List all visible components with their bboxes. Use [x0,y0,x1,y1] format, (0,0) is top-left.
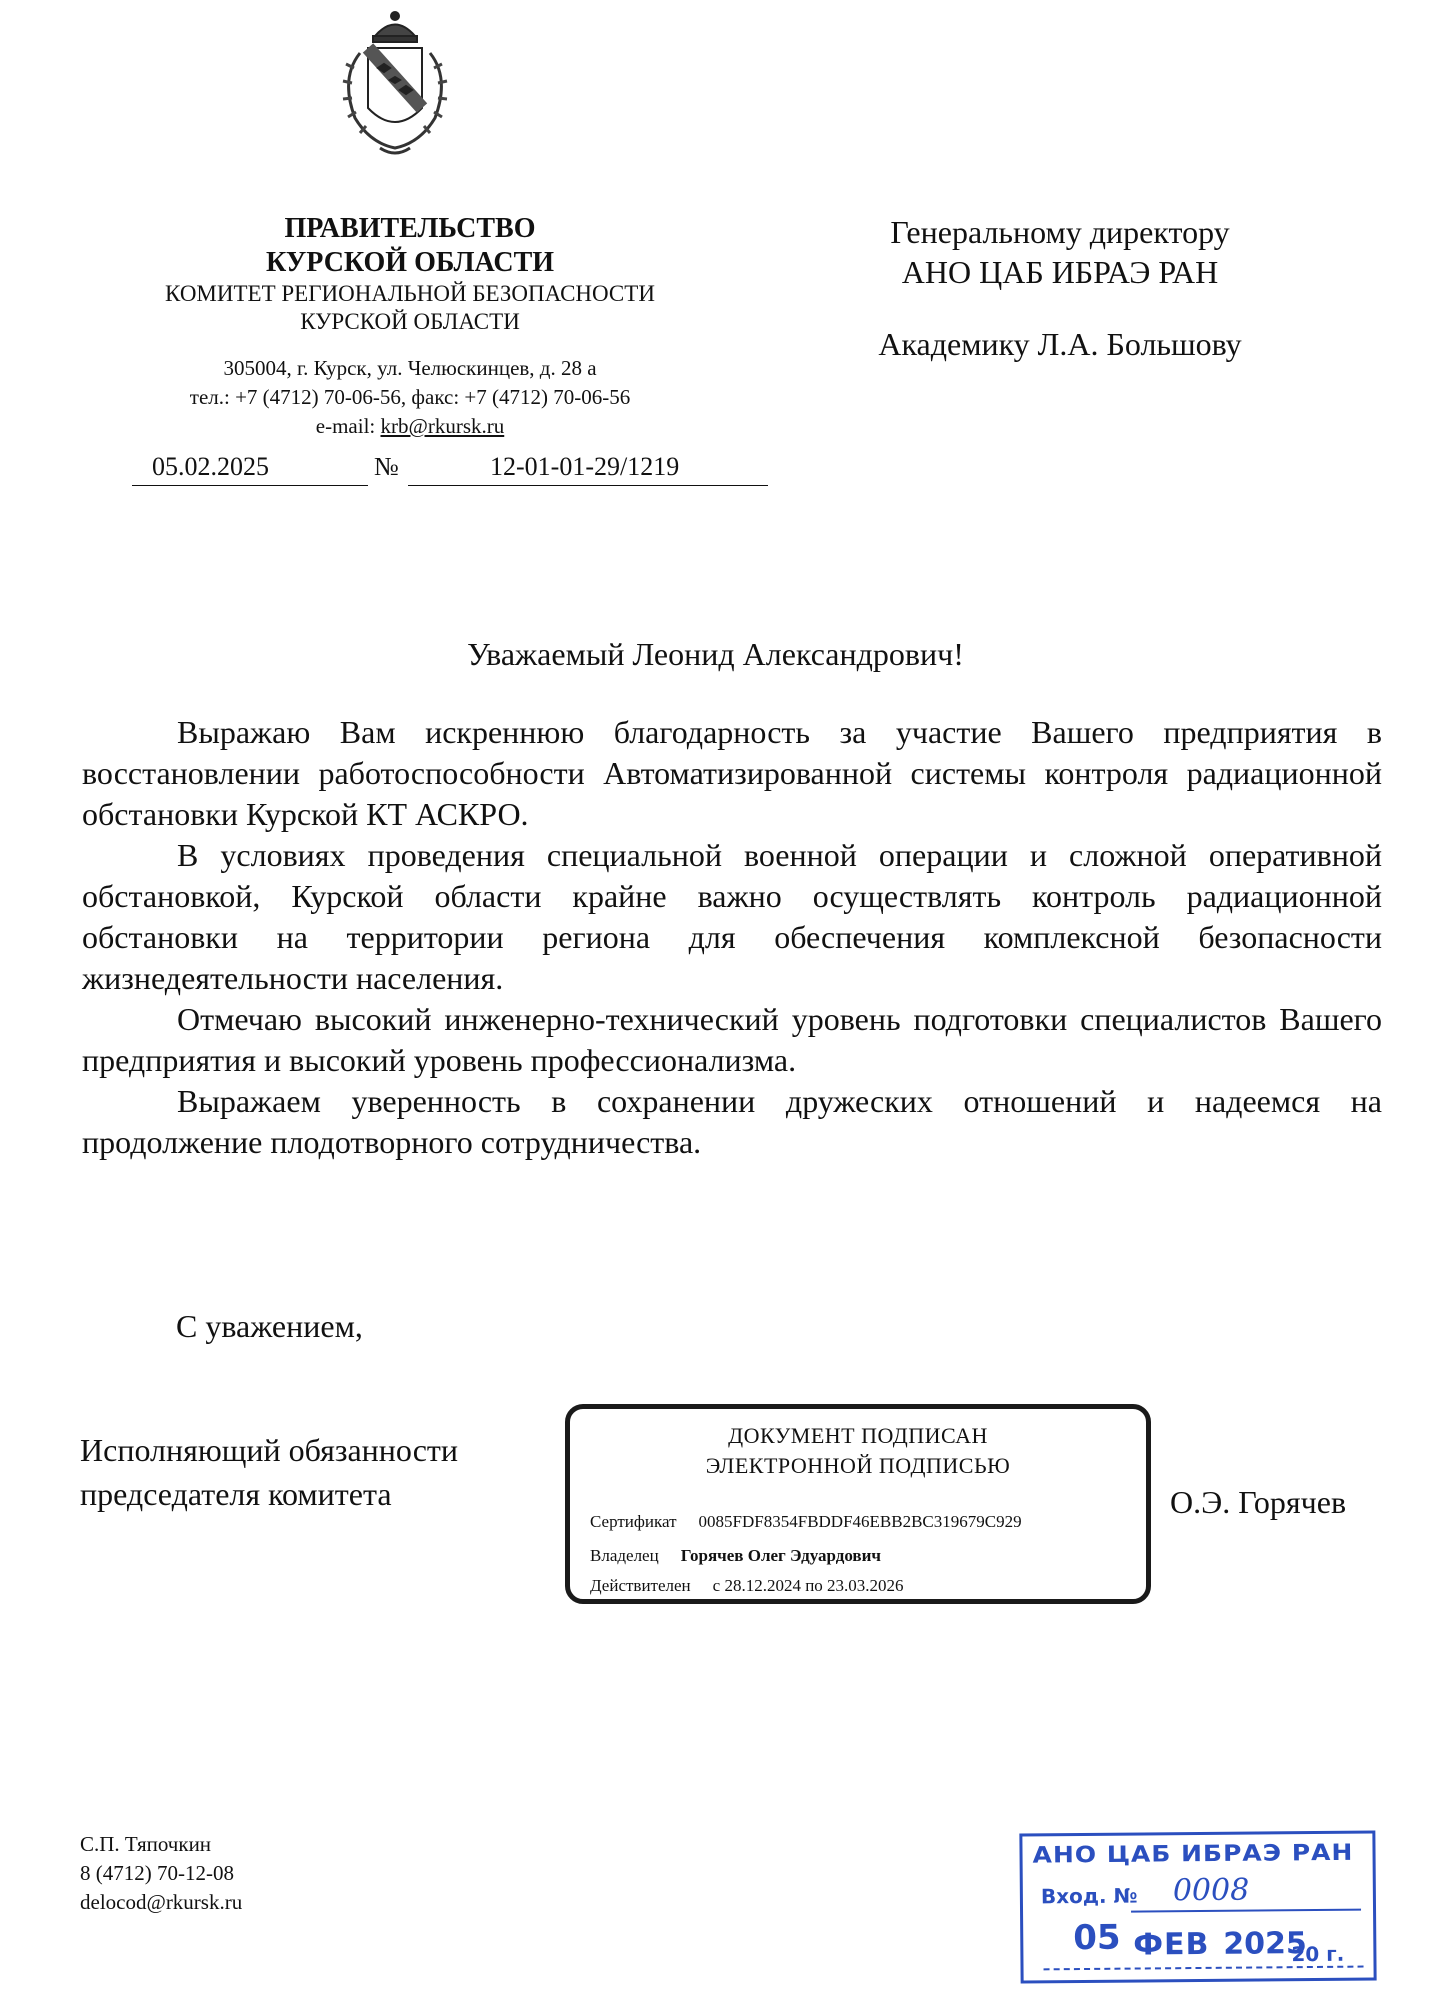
sender-phone: тел.: +7 (4712) 70-06-56, факс: +7 (4712) 70-06-56 [189,385,631,409]
coat-of-arms-icon [330,8,460,163]
executor-email: delocod@rkursk.ru [80,1890,243,1914]
signer-position-line2: председателя комитета [80,1476,392,1512]
certificate-value: 0085FDF8354FBDDF46EBB2BC319679C929 [698,1512,1022,1531]
date-underline [132,485,368,486]
paragraph: Выражаем уверенность в сохранении дружеских отношений и надеемся на продолжение плодотворного сотрудничества. [82,1083,1382,1160]
paragraph: Отмечаю высокий инженерно-технический уровень подготовки специалистов Вашего предприятия и высокий уровень профессионализма. [82,1001,1382,1078]
sender-email-link[interactable]: krb@rkursk.ru [380,414,505,438]
owner-value: Горячев Олег Эдуардович [680,1546,881,1565]
email-label: e-mail: [315,414,381,438]
stamp-number-line [1131,1909,1361,1913]
executor-name: С.П. Тяпочкин [80,1832,212,1856]
signer-position [80,1428,458,1516]
registration-number-sign: № [374,452,399,481]
registration-date: 05.02.2025 [152,452,269,481]
esign-header-line1: ДОКУМЕНТ ПОДПИСАН [728,1423,988,1448]
recipient-block [830,212,1290,364]
registration-number: 12-01-01-29/1219 [490,452,680,481]
stamp-incoming-number: 0008 [1172,1872,1250,1909]
stamp-month: ФЕВ [1133,1926,1210,1963]
government-title: ПРАВИТЕЛЬСТВО [284,213,536,244]
recipient-position: Генеральному директору [890,214,1230,250]
number-underline [408,485,768,486]
sender-address: 305004, г. Курск, ул. Челюскинцев, д. 28 а [223,356,597,380]
committee-region: КУРСКОЙ ОБЛАСТИ [300,309,520,334]
electronic-signature-box [565,1404,1151,1604]
esign-certificate-row [590,1512,1022,1532]
executor-block [80,1830,242,1917]
certificate-label: Сертификат [590,1512,677,1531]
stamp-organization: АНО ЦАБ ИБРАЭ РАН [1032,1839,1354,1868]
closing: С уважением, [176,1308,363,1344]
esign-valid-row [590,1576,904,1596]
valid-label: Действителен [590,1576,691,1595]
signer-position-line1: Исполняющий обязанности [80,1432,459,1468]
salutation: Уважаемый Леонид Александрович! [467,636,964,672]
sender-email-line [120,412,700,441]
stamp-day: 05 [1073,1917,1121,1959]
esign-header [570,1421,1146,1481]
esign-owner-row [590,1546,881,1566]
valid-value: с 28.12.2024 по 23.03.2026 [712,1576,904,1595]
executor-phone: 8 (4712) 70-12-08 [80,1861,234,1885]
committee-name: КОМИТЕТ РЕГИОНАЛЬНОЙ БЕЗОПАСНОСТИ [165,281,655,306]
recipient-organization: АНО ЦАБ ИБРАЭ РАН [901,254,1219,290]
sender-block [120,212,700,441]
owner-label: Владелец [590,1546,659,1565]
government-region: КУРСКОЙ ОБЛАСТИ [265,247,555,278]
stamp-year: 2025 [1223,1926,1307,1962]
esign-header-line2: ЭЛЕКТРОННОЙ ПОДПИСЬЮ [705,1453,1011,1478]
letter-body [82,712,1382,1163]
paragraph: В условиях проведения специальной военной операции и сложной оперативной обстановкой, Курской области крайне важно осуществлять контроль радиационной обстановки на территории региона для обеспечения комплексной безопасности жизнедеятельности населения. [82,837,1382,996]
paragraph: Выражаю Вам искреннюю благодарность за участие Вашего предприятия в восстановлении работоспособности Автоматизированной системы контроля радиационной обстановки Курской КТ АСКРО. [82,714,1382,832]
recipient-name: Академику Л.А. Большову [878,326,1242,362]
stamp-year-suffix: 20 г. [1291,1941,1345,1967]
stamp-incoming-label: Вход. № [1040,1883,1138,1909]
signer-name: О.Э. Горячев [1170,1484,1347,1520]
stamp-date-line [1044,1966,1364,1971]
incoming-stamp [1019,1830,1376,1983]
